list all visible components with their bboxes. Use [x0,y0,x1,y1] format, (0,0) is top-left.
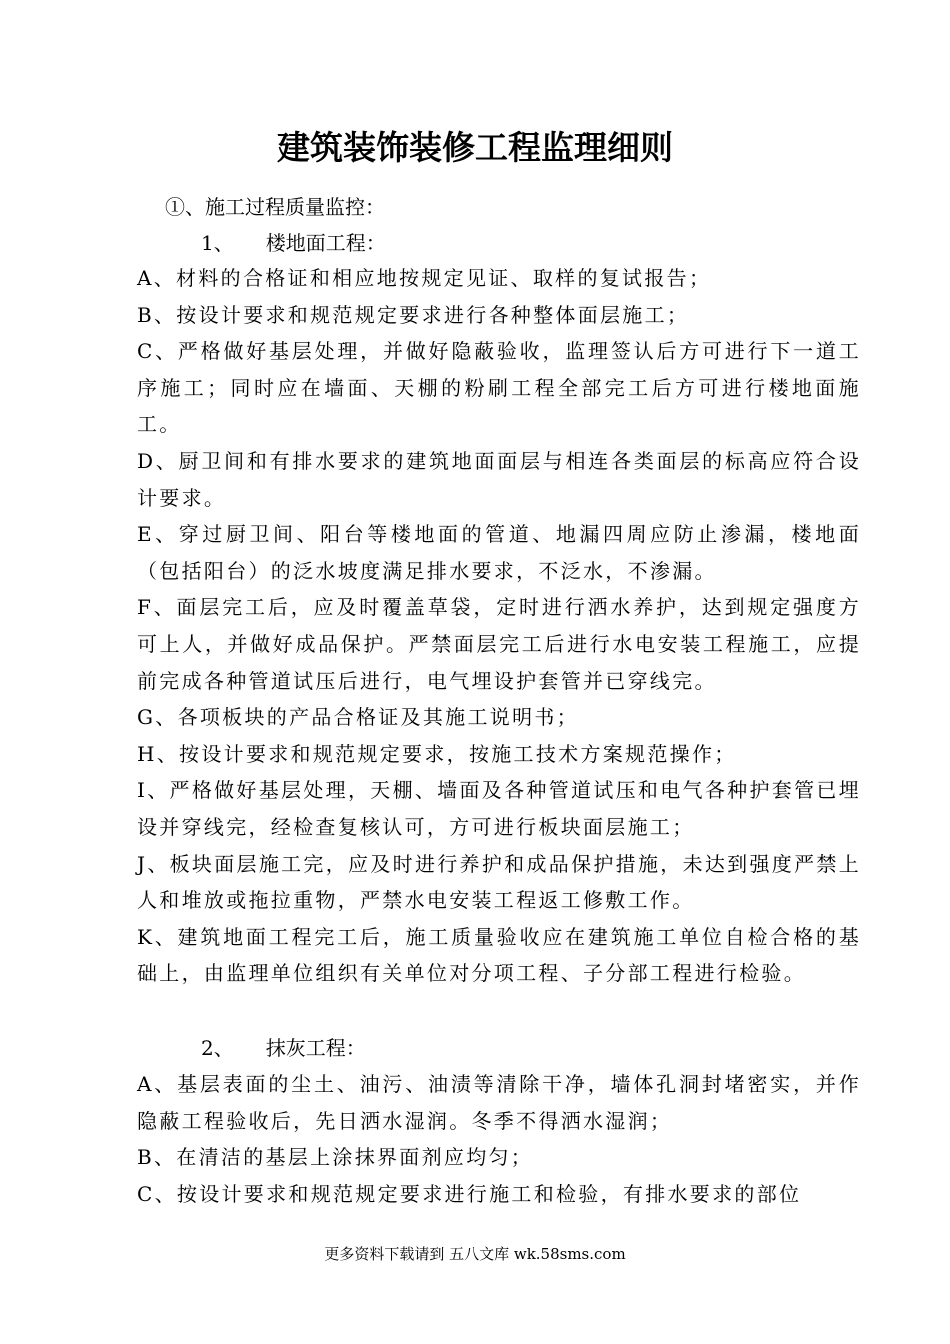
section-2-name: 抹灰工程： [265,1036,366,1060]
document-title: 建筑装饰装修工程监理细则 [277,128,673,167]
list-item: A、基层表面的尘土、油污、油渍等清除干净，墙体孔洞封堵密实，并作隐蔽工程验收后，先日洒水湿润。冬季不得洒水湿润； [137,1072,861,1133]
list-item: H、按设计要求和规范规定要求，按施工技术方案规范操作； [137,741,737,766]
list-item: C、按设计要求和规范规定要求进行施工和检验，有排水要求的部位 [137,1181,802,1206]
list-item: J、板块面层施工完，应及时进行养护和成品保护措施，未达到强度严禁上人和堆放或拖拉重物，严禁水电安装工程返工修敷工作。 [137,851,861,913]
section-1-items [137,260,861,992]
section-2-heading [201,1033,366,1063]
list-item: G、各项板块的产品合格证及其施工说明书； [137,705,579,730]
section-1-number: 1、 [201,231,234,255]
list-item: D、厨卫间和有排水要求的建筑地面面层与相连各类面层的标高应符合设计要求。 [137,448,861,510]
section-2-number: 2、 [201,1036,234,1060]
list-item: B、在清洁的基层上涂抹界面剂应均匀； [137,1145,534,1170]
list-item: F、面层完工后，应及时覆盖草袋，定时进行洒水养护，达到规定强度方可上人，并做好成品保护。严禁面层完工后进行水电安装工程施工，应提前完成各种管道试压后进行，电气埋设护套管并已穿线完。 [137,595,861,693]
list-item: C、严格做好基层处理，并做好隐蔽验收，监理签认后方可进行下一道工序施工；同时应在墙面、天棚的粉刷工程全部完工后方可进行楼地面施工。 [137,339,861,437]
quality-control-heading: ①、施工过程质量监控： [165,195,385,219]
list-item: I、严格做好基层处理，天棚、墙面及各种管道试压和电气各种护套管已埋设并穿线完，经检查复核认可，方可进行板块面层施工； [137,778,861,839]
page-footer: 更多资料下载请到 五八文库 wk.58sms.com [324,1245,626,1263]
list-item: B、按设计要求和规范规定要求进行各种整体面层施工； [137,302,690,327]
list-item: A、材料的合格证和相应地按规定见证、取样的复试报告； [137,266,712,290]
list-item: K、建筑地面工程完工后，施工质量验收应在建筑施工单位自检合格的基础上，由监理单位组织有关单位对分项工程、子分部工程进行检验。 [137,924,861,986]
section-1-heading [201,228,386,258]
list-item: E、穿过厨卫间、阳台等楼地面的管道、地漏四周应防止渗漏，楼地面（包括阳台）的泛水坡度满足排水要求，不泛水，不渗漏。 [137,522,861,583]
section-1-name: 楼地面工程： [265,231,386,255]
section-2-items [137,1066,861,1212]
